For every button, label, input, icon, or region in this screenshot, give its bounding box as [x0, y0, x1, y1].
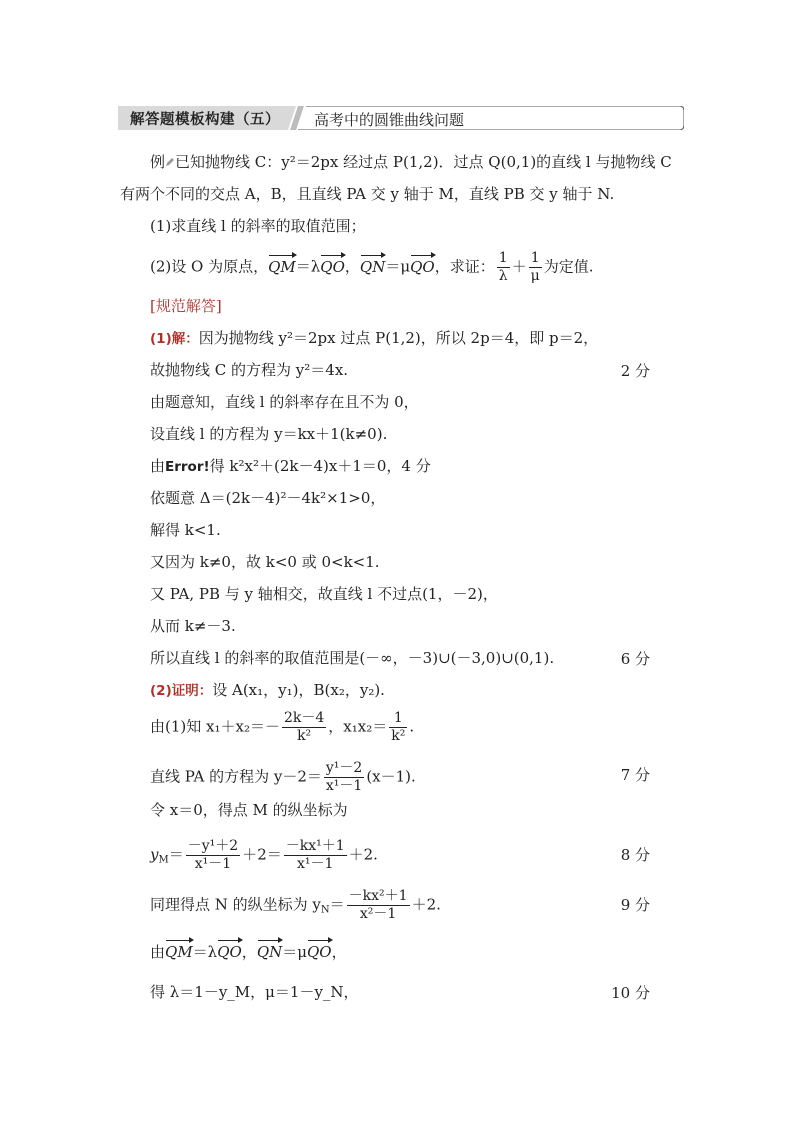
subscript-n: N: [320, 904, 330, 916]
problem-line-1: [150, 152, 672, 172]
fraction: [282, 710, 326, 745]
text-c: ＋2＝: [242, 845, 282, 864]
frac-num: 2k－4: [283, 710, 325, 726]
vector-qo-2: QO: [410, 257, 435, 276]
vector-qm: QM: [268, 257, 296, 276]
banner-title: 高考中的圆锥曲线问题: [314, 111, 465, 129]
error-marker: Error!: [165, 459, 210, 475]
text-b: (x－1).: [366, 767, 416, 786]
score-9: 9 分: [620, 896, 650, 914]
frac-den: x¹－1: [186, 855, 240, 873]
solution-line-13: [150, 710, 414, 745]
frac-den: k²: [282, 727, 326, 745]
fraction-one-over-lambda: [497, 250, 510, 285]
q2-text-a: (2)设 O 为原点，: [150, 257, 269, 276]
solution-line-12: [150, 680, 385, 701]
q2-text-b: ，求证：: [434, 257, 495, 276]
text-a: 由: [150, 457, 166, 475]
solution-line-18: [150, 942, 347, 962]
fraction: [324, 760, 364, 795]
frac-num: －kx²＋1: [348, 888, 408, 904]
frac-num: －y¹＋2: [187, 838, 239, 854]
text-c: ＋2.: [411, 895, 441, 914]
part-2-label: (2)证明：: [150, 683, 213, 699]
frac-num: 1: [530, 250, 540, 266]
fraction-one-over-mu: [529, 250, 542, 285]
solution-line-14: [150, 760, 416, 795]
frac-den: λ: [497, 267, 510, 285]
pencil-icon: [165, 157, 175, 167]
q2-plus: ＋: [511, 257, 527, 276]
text-b: ＝λ: [192, 943, 218, 961]
vector-qo: QO: [217, 943, 242, 961]
vector-qm: QM: [165, 943, 193, 961]
text-a: 由(1)知 x₁＋x₂＝－: [150, 717, 280, 736]
solution-line-9: 又 PA, PB 与 y 轴相交，故直线 l 不过点(1，－2)，: [150, 585, 498, 603]
vector-qn: QN: [359, 257, 386, 276]
text-e: ，: [331, 943, 347, 961]
score-6: 6 分: [620, 650, 650, 668]
text-b: ＝: [168, 845, 184, 864]
solution-line-3: 由题意知，直线 l 的斜率存在且不为 0，: [150, 393, 419, 411]
fraction: [389, 710, 407, 745]
question-1: (1)求直线 l 的斜率的取值范围；: [150, 217, 366, 235]
score-2: 2 分: [620, 362, 650, 380]
solution-line-7: 解得 k<1.: [150, 521, 221, 539]
question-2: [150, 250, 594, 285]
q2-text-c: 为定值.: [543, 257, 594, 276]
text-c: ，: [241, 943, 257, 961]
solution-line-5: [150, 456, 431, 477]
text-d: ＋2.: [348, 845, 378, 864]
text-c: .: [409, 717, 415, 736]
solution-line-6: 依题意 Δ＝(2k－4)²－4k²×1>0，: [150, 489, 386, 507]
problem-line-2: 有两个不同的交点 A，B，且直线 PA 交 y 轴于 M，直线 PB 交 y 轴于 N.: [120, 185, 615, 203]
subscript-m: M: [158, 854, 169, 866]
frac-num: 1: [393, 710, 403, 726]
solution-text: 设 A(x₁，y₁)，B(x₂，y₂).: [212, 681, 385, 699]
part-1-label: (1)解：: [150, 331, 199, 347]
frac-num: y¹－2: [325, 760, 363, 776]
text-a: 由: [150, 943, 166, 961]
frac-den: x¹－1: [324, 777, 364, 795]
text-b: ，x₁x₂＝: [328, 717, 388, 736]
fraction: [347, 888, 410, 923]
problem-stem-a: 已知抛物线 C：y²＝2px 经过点 P(1,2)．过点 Q(0,1)的直线 l 与抛物线 C: [175, 153, 672, 171]
example-label: 例: [150, 153, 166, 171]
text-b: ＝: [329, 895, 345, 914]
y-symbol: y: [150, 845, 159, 864]
solution-line-4: 设直线 l 的方程为 y＝kx＋1(k≠0).: [150, 425, 388, 443]
section-banner: [118, 106, 684, 130]
text-a: 直线 PA 的方程为 y－2＝: [150, 767, 322, 786]
solution-line-10: 从而 k≠－3.: [150, 617, 236, 635]
frac-den: k²: [391, 728, 406, 744]
frac-num: 1: [498, 250, 508, 266]
solution-line-1: [150, 328, 598, 349]
solution-line-17: [150, 888, 441, 923]
score-8: 8 分: [620, 846, 650, 864]
frac-den: μ: [530, 268, 540, 284]
score-10: 10 分: [611, 984, 650, 1002]
q2-eq2: ＝μ: [385, 257, 411, 276]
frac-num: －kx¹＋1: [285, 838, 345, 854]
solution-line-19: 得 λ＝1－y_M，μ＝1－y_N，: [150, 983, 359, 1001]
vector-qo: QO: [320, 257, 345, 276]
text-a: 同理得点 N 的纵坐标为 y: [150, 895, 321, 914]
frac-den: x¹－1: [284, 855, 347, 873]
solution-line-16: [150, 838, 378, 873]
solution-header: [规范解答]: [150, 297, 222, 315]
score-7: 7 分: [620, 766, 650, 784]
solution-line-8: 又因为 k≠0，故 k<0 或 0<k<1.: [150, 553, 380, 571]
solution-line-11: 所以直线 l 的斜率的取值范围是(－∞，－3)∪(－3,0)∪(0,1).: [150, 649, 555, 667]
text-b: 得 k²x²＋(2k－4)x＋1＝0，4 分: [209, 457, 431, 475]
vector-qn: QN: [256, 943, 283, 961]
banner-tag: 解答题模板构建（五）: [130, 112, 280, 128]
q2-sep: ，: [344, 257, 360, 276]
q2-eq1: ＝λ: [295, 257, 321, 276]
solution-line-15: 令 x＝0，得点 M 的纵坐标为: [150, 801, 348, 819]
vector-qo-2: QO: [307, 943, 332, 961]
text-d: ＝μ: [282, 943, 307, 961]
frac-den: x²－1: [347, 905, 410, 923]
fraction: [284, 838, 347, 873]
solution-line-2: 故抛物线 C 的方程为 y²＝4x.: [150, 361, 349, 379]
solution-text: 因为抛物线 y²＝2px 过点 P(1,2)，所以 2p＝4，即 p＝2，: [198, 329, 599, 347]
fraction: [186, 838, 240, 873]
